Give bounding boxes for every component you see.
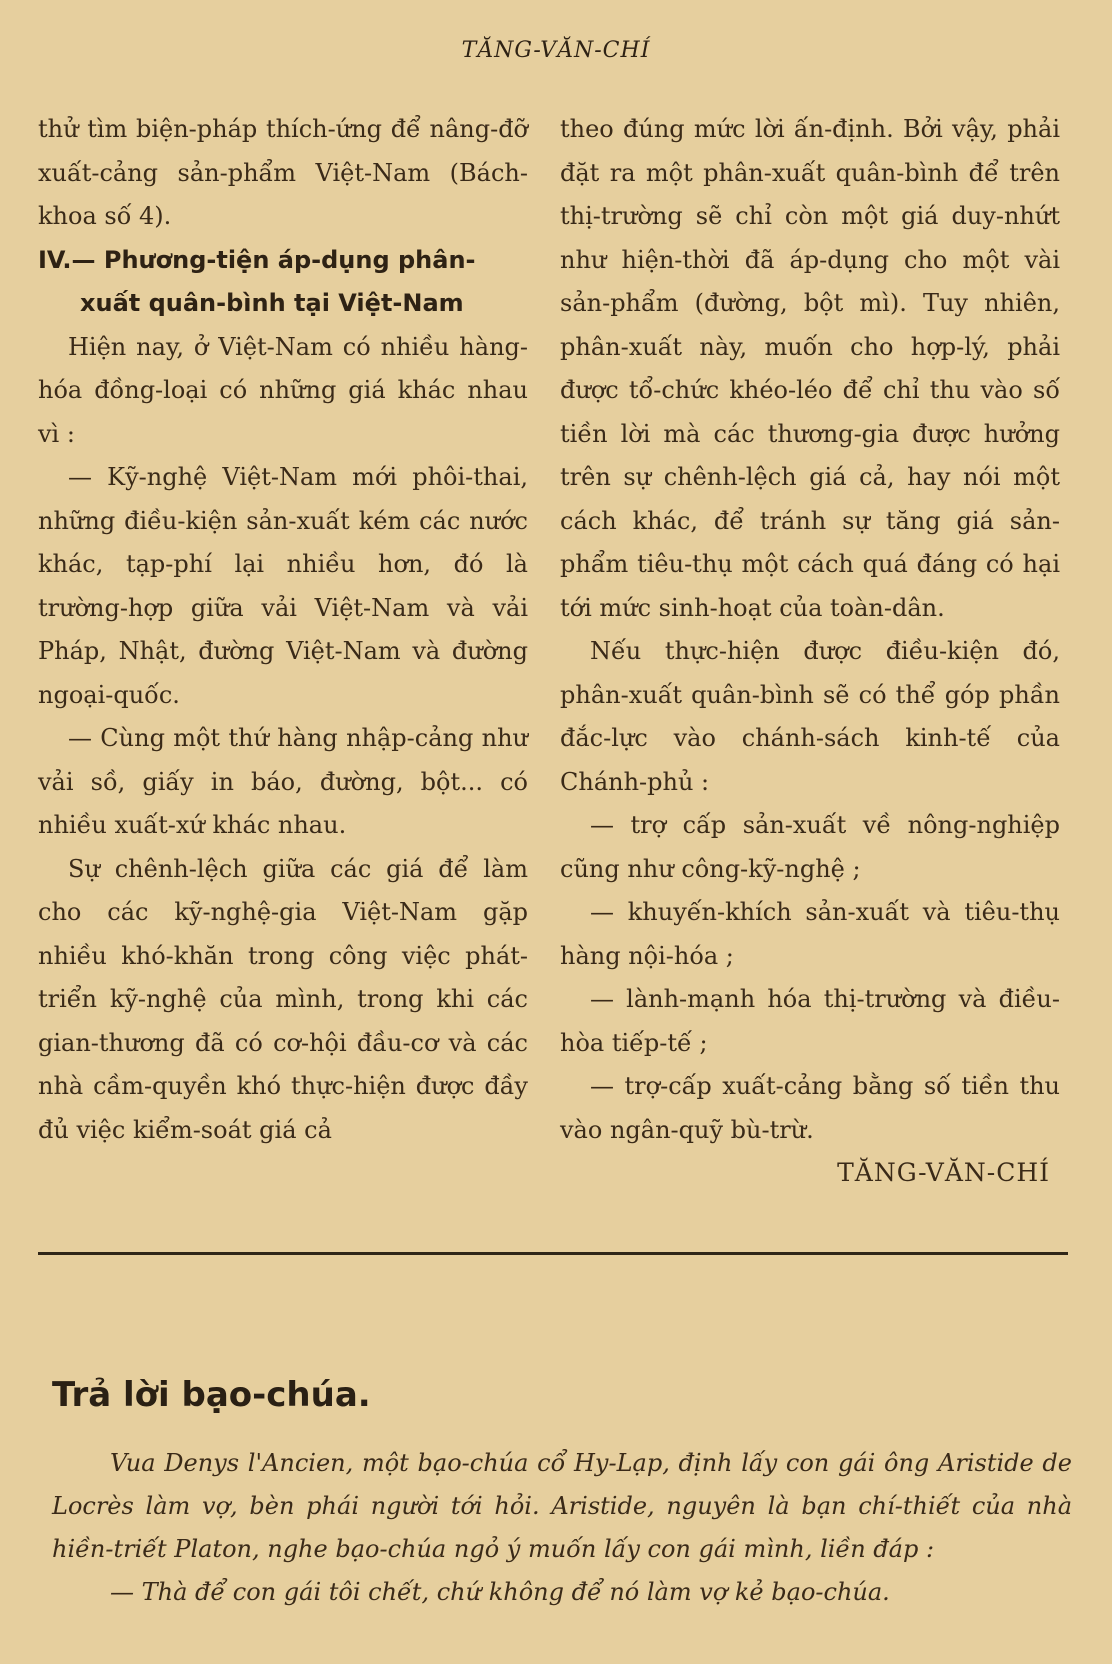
story-title: Trả lời bạo-chúa. (52, 1375, 371, 1415)
list-item: — trợ-cấp xuất-cảng bằng số tiền thu vào ngân-quỹ bù-trừ. (560, 1072, 1060, 1144)
section-heading-continued: xuất quân-bình tại Việt-Nam (80, 289, 464, 317)
left-column (38, 108, 528, 1152)
list-item: — lành-mạnh hóa thị-trường và điều-hòa tiếp-tế ; (560, 985, 1060, 1057)
paragraph: Hiện nay, ở Việt-Nam có nhiều hàng-hóa đồng-loại có những giá khác nhau vì : (38, 332, 528, 448)
paragraph: — Thà để con gái tôi chết, chứ không để nó làm vợ kẻ bạo-chúa. (110, 1578, 890, 1606)
paragraph: Sự chênh-lệch giữa các giá để làm cho các kỹ-nghệ-gia Việt-Nam gặp nhiều khó-khăn trong công việc phát-triển kỹ-nghệ của mình, trong khi các gian-thương đã có cơ-hội đầu-cơ và các nhà cầm-quyền khó thực-hiện được đầy đủ việc kiểm-soát giá cả (38, 854, 528, 1144)
running-head: TĂNG-VĂN-CHÍ (461, 38, 651, 63)
section-heading: IV.— Phương-tiện áp-dụng phân- (38, 245, 476, 274)
paragraph: — Kỹ-nghệ Việt-Nam mới phôi-thai, những điều-kiện sản-xuất kém các nước khác, tạp-phí lại nhiều hơn, đó là trường-hợp giữa vải Việt-Nam và vải Pháp, Nhật, đường Việt-Nam và đường ngoại-quốc. (38, 463, 528, 709)
paragraph: Nếu thực-hiện được điều-kiện đó, phân-xuất quân-bình sẽ có thể góp phần đắc-lực vào chánh-sách kinh-tế của Chánh-phủ : (560, 637, 1060, 796)
paragraph: — Cùng một thứ hàng nhập-cảng như vải sồ, giấy in báo, đường, bột... có nhiều xuất-xứ khác nhau. (38, 724, 528, 839)
anecdote (52, 1442, 1072, 1614)
list-item: — khuyến-khích sản-xuất và tiêu-thụ hàng nội-hóa ; (560, 898, 1060, 970)
list-item: — trợ cấp sản-xuất về nông-nghiệp cũng như công-kỹ-nghệ ; (560, 811, 1060, 883)
paragraph: Vua Denys l'Ancien, một bạo-chúa cổ Hy-Lạp, định lấy con gái ông Aristide de Locrès làm vợ, bèn phái người tới hỏi. Aristide, nguyên là bạn chí-thiết của nhà hiền-triết Platon, nghe bạo-chúa ngỏ ý muốn lấy con gái mình, liền đáp : (52, 1449, 1072, 1563)
paragraph: theo đúng mức lời ấn-định. Bởi vậy, phải đặt ra một phân-xuất quân-bình để trên thị-trường sẽ chỉ còn một giá duy-nhứt như hiện-thời đã áp-dụng cho một vài sản-phẩm (đường, bột mì). Tuy nhiên, phân-xuất này, muốn cho hợp-lý, phải được tổ-chức khéo-léo để chỉ thu vào số tiền lời mà các thương-gia được hưởng trên sự chênh-lệch giá cả, hay nói một cách khác, để tránh sự tăng giá sản-phẩm tiêu-thụ một cách quá đáng có hại tới mức sinh-hoạt của toàn-dân. (560, 115, 1060, 622)
author-signature: TĂNG-VĂN-CHÍ (837, 1158, 1050, 1187)
section-divider (38, 1252, 1068, 1255)
paragraph: thử tìm biện-pháp thích-ứng để nâng-đỡ xuất-cảng sản-phẩm Việt-Nam (Bách-khoa số 4). (38, 115, 528, 230)
right-column (560, 108, 1060, 1187)
